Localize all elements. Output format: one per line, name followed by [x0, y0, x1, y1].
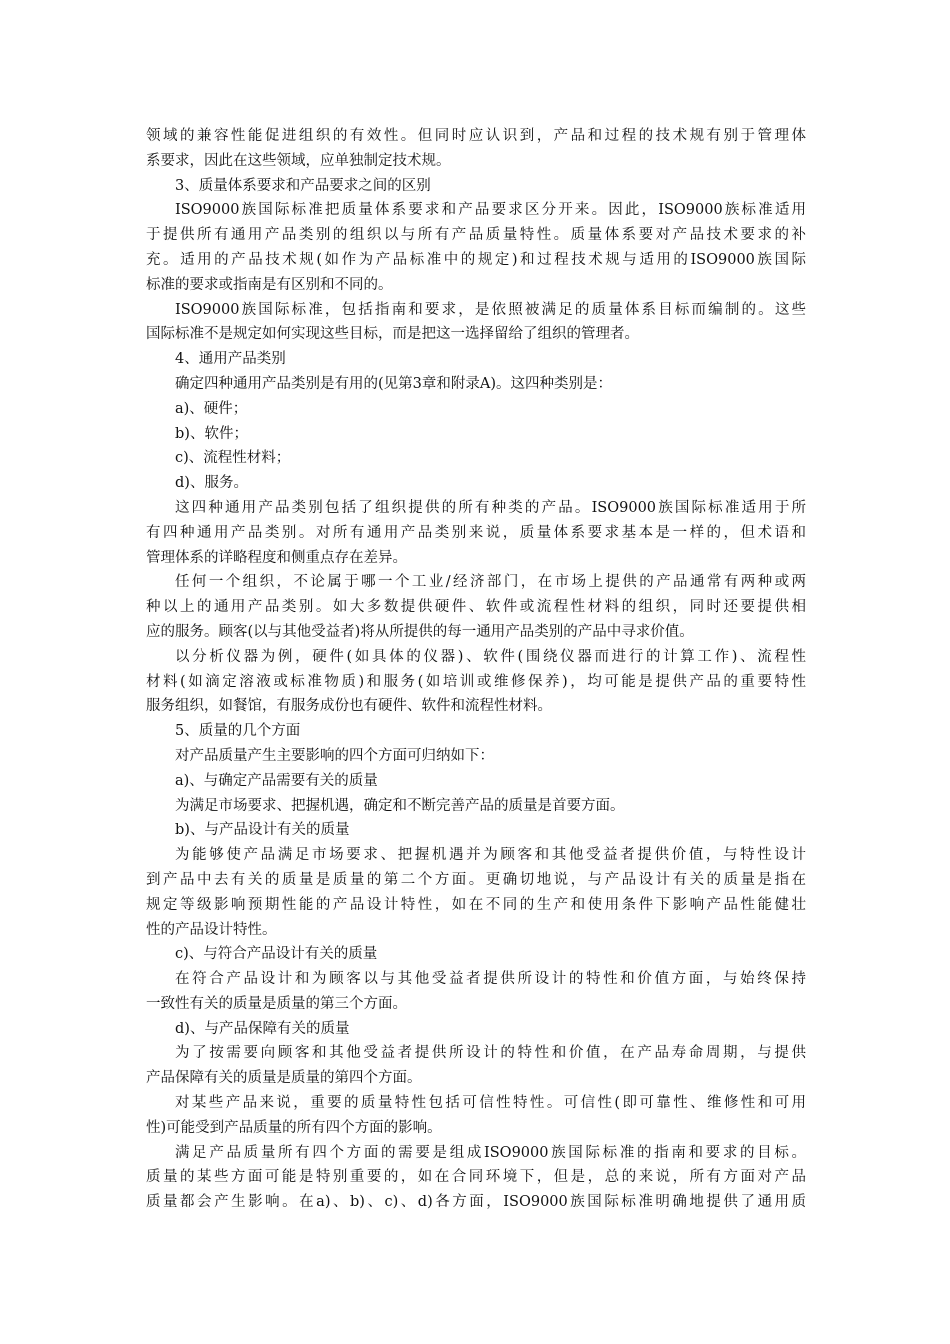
text-line: 充。适用的产品技术规(如作为产品标准中的规定)和过程技术规与适用的ISO9000族国际: [146, 251, 806, 268]
text-line: 服务组织，如餐馆，有服务成份也有硬件、软件和流程性材料。: [146, 698, 552, 715]
text-line: 为了按需要向顾客和其他受益者提供所设计的特性和价值，在产品寿命周期，与提供: [175, 1045, 806, 1062]
document-body: [146, 124, 806, 1215]
text-line: c)、流程性材料；: [175, 450, 291, 467]
text-line: 对某些产品来说，重要的质量特性包括可信性特性。可信性(即可靠性、维修性和可用: [175, 1095, 806, 1112]
text-line: 确定四种通用产品类别是有用的(见第3章和附录A)。这四种类别是：: [175, 375, 613, 392]
text-line: 这四种通用产品类别包括了组织提供的所有种类的产品。ISO9000族国际标准适用于所: [175, 499, 806, 516]
text-line: 领域的兼容性能促进组织的有效性。但同时应认识到，产品和过程的技术规有别于管理体: [146, 128, 806, 144]
text-line: 产品保障有关的质量是质量的第四个方面。: [146, 1070, 422, 1087]
text-line: 标准的要求或指南是有区别和不同的。: [146, 276, 393, 293]
text-line: 质量的某些方面可能是特别重要的，如在合同环境下，但是，总的来说，所有方面对产品: [146, 1169, 806, 1186]
text-line: b)、软件；: [175, 425, 248, 442]
text-line: c)、与符合产品设计有关的质量: [175, 946, 378, 963]
text-line: b)、与产品设计有关的质量: [175, 822, 350, 839]
text-line: 管理体系的详略程度和侧重点存在差异。: [146, 549, 407, 566]
text-line: 5、质量的几个方面: [175, 723, 301, 740]
text-line: 性的产品设计特性。: [146, 921, 277, 938]
text-line: ISO9000族国际标准把质量体系要求和产品要求区分开来。因此，ISO9000族标准适用: [175, 202, 806, 219]
text-line: 性)可能受到产品质量的所有四个方面的影响。: [146, 1119, 442, 1136]
text-line: 于提供所有通用产品类别的组织以与所有产品质量特性。质量体系要对产品技术要求的补: [146, 227, 806, 244]
text-line: 以分析仪器为例，硬件(如具体的仪器)、软件(围绕仪器而进行的计算工作)、流程性: [175, 648, 806, 665]
text-line: 应的服务。顾客(以与其他受益者)将从所提供的每一通用产品类别的产品中寻求价值。: [146, 623, 694, 640]
text-line: d)、与产品保障有关的质量: [175, 1020, 350, 1037]
text-line: 国际标准不是规定如何实现这些目标，而是把这一选择留给了组织的管理者。: [146, 326, 639, 343]
text-line: 在符合产品设计和为顾客以与其他受益者提供所设计的特性和价值方面，与始终保持: [175, 971, 806, 988]
text-line: 系要求，因此在这些领域，应单独制定技术规。: [146, 152, 451, 169]
text-line: 3、质量体系要求和产品要求之间的区别: [175, 177, 431, 194]
text-line: 为满足市场要求、把握机遇，确定和不断完善产品的质量是首要方面。: [175, 797, 625, 814]
text-line: a)、与确定产品需要有关的质量: [175, 772, 378, 789]
text-line: 一致性有关的质量是质量的第三个方面。: [146, 995, 407, 1012]
text-line: 到产品中去有关的质量是质量的第二个方面。更确切地说，与产品设计有关的质量是指在: [146, 871, 806, 888]
text-line: 种以上的通用产品类别。如大多数提供硬件、软件或流程性材料的组织，同时还要提供相: [146, 599, 806, 616]
text-line: 4、通用产品类别: [175, 351, 286, 368]
text-line: 材料(如滴定溶液或标准物质)和服务(如培训或维修保养)，均可能是提供产品的重要特性: [146, 673, 806, 690]
text-line: 满足产品质量所有四个方面的需要是组成ISO9000族国际标准的指南和要求的目标。: [175, 1144, 806, 1161]
text-line: 对产品质量产生主要影响的四个方面可归纳如下：: [175, 747, 494, 764]
text-line: 规定等级影响预期性能的产品设计特性，如在不同的生产和使用条件下影响产品性能健壮: [146, 896, 806, 913]
text-line: a)、硬件；: [175, 400, 248, 417]
text-line: ISO9000族国际标准，包括指南和要求，是依照被满足的质量体系目标而编制的。这些: [175, 301, 806, 318]
text-line: 质量都会产生影响。在a)、b)、c)、d)各方面，ISO9000族国际标准明确地提供了通用质: [146, 1194, 806, 1211]
text-line: 任何一个组织，不论属于哪一个工业/经济部门，在市场上提供的产品通常有两种或两: [175, 574, 806, 591]
text-line: 有四种通用产品类别。对所有通用产品类别来说，质量体系要求基本是一样的，但术语和: [146, 524, 806, 541]
text-line: d)、服务。: [175, 475, 248, 492]
text-line: 为能够使产品满足市场要求、把握机遇并为顾客和其他受益者提供价值，与特性设计: [175, 847, 806, 864]
